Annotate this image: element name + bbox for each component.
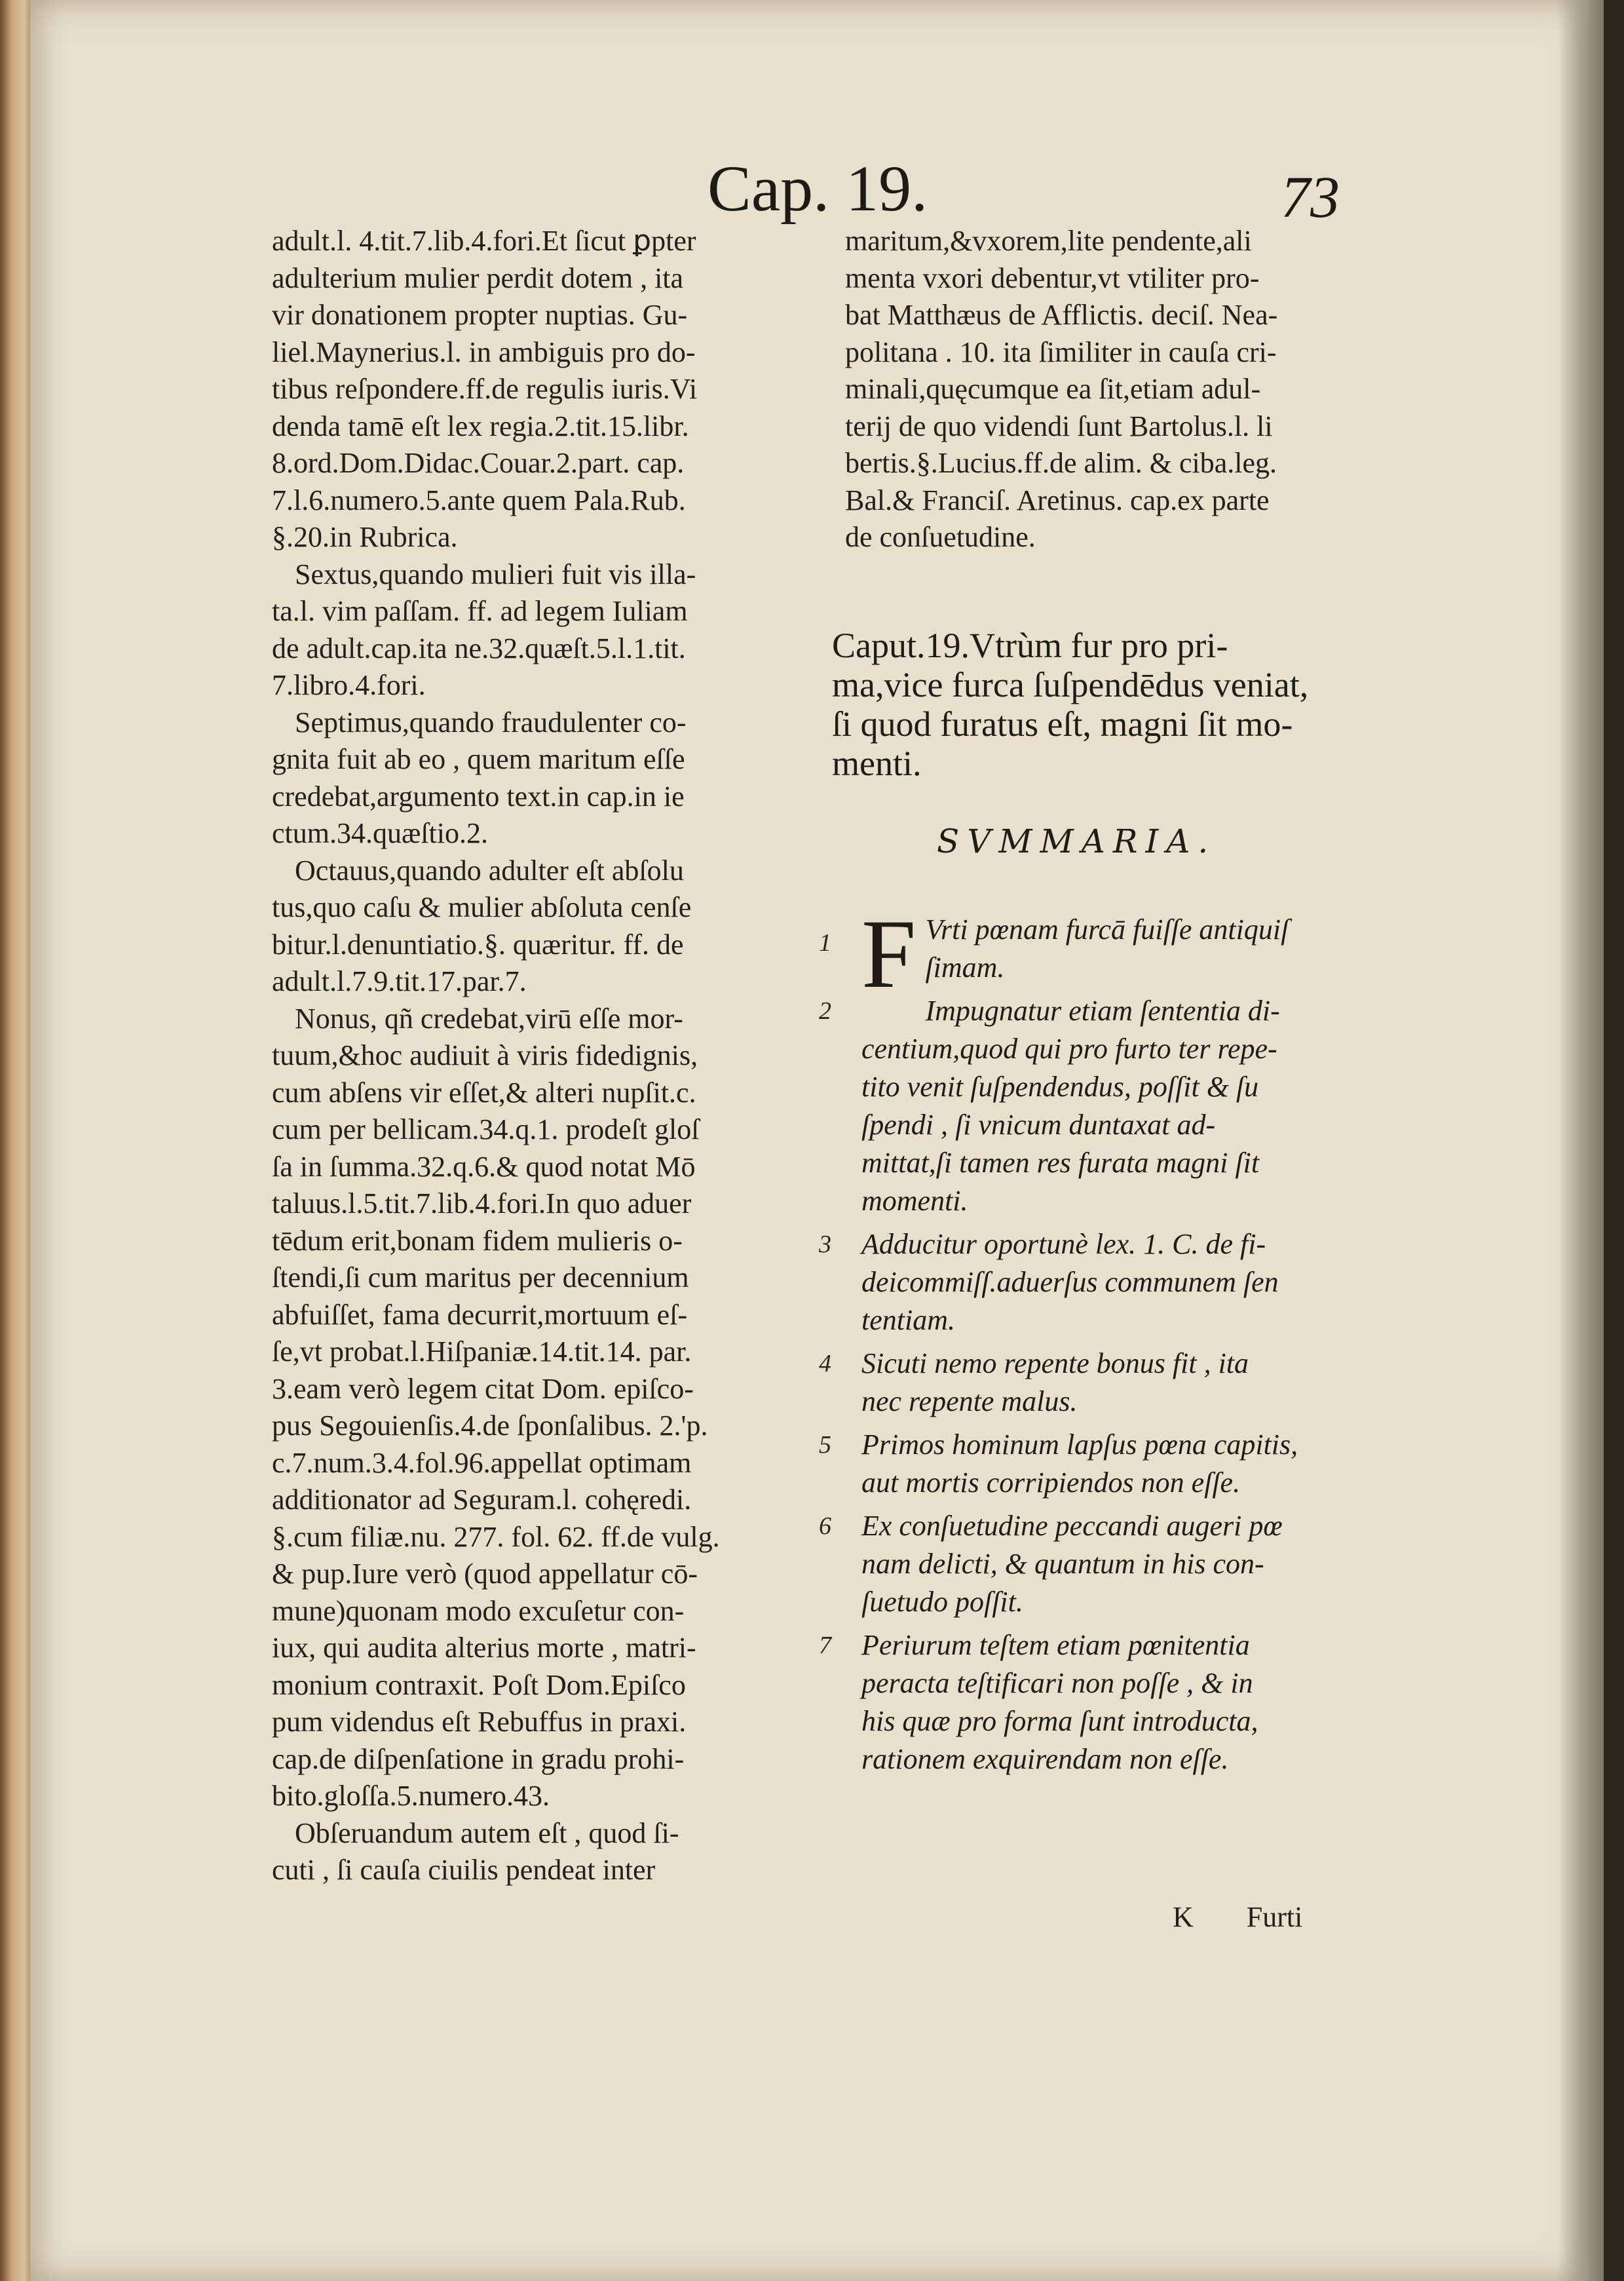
left-column-line: abfuiſſet, fama decurrit,mortuum eſ- — [272, 1298, 688, 1331]
chapter-heading-line: ſi quod furatus eſt, magni ſit mo- — [832, 704, 1293, 744]
summaria-item-number: 1 — [819, 929, 831, 957]
left-column-line: cum per bellicam.34.q.1. prodeſt gloſ — [272, 1113, 700, 1145]
left-column-line: bito.gloſſa.5.numero.43. — [272, 1780, 550, 1812]
left-column-line: & pup.Iure verò (quod appellatur cō- — [272, 1558, 698, 1590]
left-column-line: Octauus,quando adulter eſt abſolu — [295, 854, 684, 887]
summaria-item — [819, 1507, 1363, 1621]
left-column-line: Sextus,quando mulieri fuit vis illa- — [295, 558, 696, 590]
summaria-item-line: aut mortis corripiendos non eſſe. — [861, 1466, 1241, 1499]
summaria-item-line: Ex conſuetudine peccandi augeri pœ — [861, 1510, 1283, 1542]
summaria-item-line: Sicuti nemo repente bonus fit , ita — [861, 1347, 1249, 1379]
drop-cap: F — [861, 900, 916, 1008]
left-column-line: §.20.in Rubrica. — [272, 521, 458, 553]
left-column-line: credebat,argumento text.in cap.in ie — [272, 780, 685, 813]
left-column-line: mune)quonam modo excuſetur con- — [272, 1594, 685, 1627]
left-column-line: tuum,&hoc audiuit à viris fidedignis, — [272, 1039, 698, 1071]
summaria-item-line: Periurum teſtem etiam pœnitentia — [861, 1629, 1250, 1661]
left-column-line: gnita fuit ab eo , quem maritum eſſe — [272, 743, 685, 775]
left-column-line: ta.l. vim paſſam. ff. ad legem Iuliam — [272, 595, 688, 627]
catchword: Furti — [1246, 1901, 1303, 1933]
summaria-item-line: ſuetudo poſſit. — [861, 1586, 1023, 1618]
left-column-line: de adult.cap.ita ne.32.quæſt.5.l.1.tit. — [272, 632, 686, 664]
left-column-line: ſa in ſumma.32.q.6.& quod notat Mō — [272, 1150, 696, 1183]
summaria-item-line: momenti. — [861, 1185, 968, 1217]
left-column-line: tibus reſpondere.ff.de regulis iuris.Vi — [272, 373, 698, 405]
summaria-item-number: 7 — [819, 1632, 831, 1659]
left-column-line: 3.eam verò legem citat Dom. epiſco- — [272, 1372, 694, 1405]
right-column-line: bertis.§.Lucius.ff.de alim. & ciba.leg. — [845, 447, 1277, 479]
summaria-item — [819, 992, 1363, 1220]
page-number: 73 — [1281, 165, 1340, 230]
summaria-item-line: his quæ pro forma ſunt introducta, — [861, 1705, 1258, 1737]
left-column-line: cum abſens vir eſſet,& alteri nupſit.c. — [272, 1076, 696, 1109]
summaria-item-number: 6 — [819, 1512, 831, 1540]
right-column-line: bat Matthæus de Afflictis. deciſ. Nea- — [845, 299, 1278, 331]
summaria-item-line: nam delicti, & quantum in his con- — [861, 1548, 1264, 1580]
summaria-item-line: peracta teſtificari non poſſe , & in — [861, 1667, 1253, 1699]
left-column-line: monium contraxit. Poſt Dom.Epiſco — [272, 1668, 686, 1701]
summaria-item-number: 2 — [819, 997, 831, 1025]
left-column-line: tēdum erit,bonam fidem mulieris o- — [272, 1224, 683, 1257]
left-column-line: 8.ord.Dom.Didac.Couar.2.part. cap. — [272, 447, 685, 479]
summaria-title: SVMMARIA. — [937, 822, 1217, 860]
book-gutter — [0, 0, 30, 2281]
right-column-line: politana . 10. ita ſimiliter in cauſa cri- — [845, 335, 1277, 368]
summaria-item — [819, 900, 1363, 1008]
right-column-line: maritum,&vxorem,lite pendente,ali — [845, 225, 1252, 257]
left-column-line: pus Segouienſis.4.de ſponſalibus. 2.'p. — [272, 1409, 708, 1442]
chapter-heading — [832, 626, 1356, 783]
left-column-line: adult.l. 4.tit.7.lib.4.fori.Et ſicut ꝑpter — [272, 225, 696, 257]
summaria-item — [819, 1626, 1363, 1778]
left-column-line: additionator ad Seguram.l. cohęredi. — [272, 1484, 692, 1516]
left-column-line: bitur.l.denuntiatio.§. quæritur. ff. de — [272, 928, 684, 961]
left-column-line: Nonus, qñ credebat,virū eſſe mor- — [295, 1002, 683, 1035]
summaria-item-number: 5 — [819, 1431, 831, 1459]
left-column-line: cap.de diſpenſatione in gradu prohi- — [272, 1742, 685, 1775]
left-column-line: pum videndus eſt Rebuffus in praxi. — [272, 1706, 687, 1738]
right-column-line: de conſuetudine. — [845, 521, 1036, 553]
right-column-line: Bal.& Franciſ. Aretinus. cap.ex parte — [845, 484, 1270, 516]
left-column-line: ctum.34.quæſtio.2. — [272, 817, 488, 849]
summaria-item-line: Impugnatur etiam ſententia di- — [925, 995, 1280, 1027]
summaria-item-line: Primos hominum lapſus pœna capitis, — [861, 1428, 1298, 1461]
right-column-line: terij de quo videndi ſunt Bartolus.l. li — [845, 410, 1273, 442]
left-column-line: ſe,vt probat.l.Hiſpaniæ.14.tit.14. par. — [272, 1335, 692, 1368]
left-column-line: Obſeruandum autem eſt , quod ſi- — [295, 1816, 679, 1849]
summaria-list — [819, 900, 1363, 1784]
chapter-heading-line: ma,vice furca ſuſpendēdus veniat, — [832, 665, 1309, 704]
summaria-item-line: deicommiſſ.aduerſus communem ſen — [861, 1266, 1279, 1298]
summaria-item-line: centium,quod qui pro furto ter repe- — [861, 1033, 1277, 1065]
left-column-line: Septimus,quando fraudulenter co- — [295, 706, 687, 738]
left-column-line: 7.l.6.numero.5.ante quem Pala.Rub. — [272, 484, 686, 516]
left-column-line: c.7.num.3.4.fol.96.appellat optimam — [272, 1446, 692, 1479]
summaria-item-line: Adducitur oportunè lex. 1. C. de fi- — [861, 1228, 1266, 1260]
summaria-item-line: rationem exquirendam non eſſe. — [861, 1743, 1229, 1775]
summaria-item-number: 3 — [819, 1231, 831, 1258]
signature-mark: K — [1173, 1901, 1194, 1933]
page-fore-edge — [1558, 0, 1604, 2281]
summaria-item — [819, 1426, 1363, 1502]
summaria-item — [819, 1345, 1363, 1421]
left-column-text — [272, 223, 776, 1889]
left-column-line: 7.libro.4.fori. — [272, 669, 426, 701]
summaria-item-line: nec repente malus. — [861, 1385, 1078, 1417]
right-column-line: minali,quęcumque ea ſit,etiam adul- — [845, 373, 1261, 405]
left-column-line: cuti , ſi cauſa ciuilis pendeat inter — [272, 1854, 656, 1886]
right-column-text — [845, 223, 1356, 556]
chapter-heading-line: Caput.19.Vtrùm fur pro pri- — [832, 626, 1228, 665]
left-column-line: §.cum filiæ.nu. 277. fol. 62. ff.de vulg. — [272, 1520, 720, 1553]
summaria-item-line: ſimam. — [925, 951, 1005, 984]
summaria-item — [819, 1225, 1363, 1339]
left-column-line: adult.l.7.9.tit.17.par.7. — [272, 965, 527, 997]
left-column-line: liel.Maynerius.l. in ambiguis pro do- — [272, 335, 696, 368]
summaria-item-line: tentiam. — [861, 1304, 955, 1336]
summaria-item-line: tito venit ſuſpendendus, poſſit & ſu — [861, 1071, 1259, 1103]
left-column-line: adulterium mulier perdit dotem , ita — [272, 261, 684, 294]
summaria-item-line: mittat,ſi tamen res furata magni ſit — [861, 1147, 1260, 1179]
left-column-line: ſtendi,ſi cum maritus per decennium — [272, 1261, 689, 1294]
summaria-item-number: 4 — [819, 1350, 831, 1377]
left-column-line: denda tamē eſt lex regia.2.tit.15.libr. — [272, 410, 689, 442]
left-column-line: tus,quo caſu & mulier abſoluta cenſe — [272, 891, 692, 923]
book-page — [30, 0, 1604, 2281]
left-column-line: vir donationem propter nuptias. Gu- — [272, 299, 688, 331]
summaria-item-line: Vrti pœnam furcā fuiſſe antiquiſ — [925, 913, 1289, 946]
left-column-line: iux, qui audita alterius morte , matri- — [272, 1632, 696, 1664]
catchword-line — [1173, 1900, 1348, 1934]
left-column-line: taluus.l.5.tit.7.lib.4.fori.In quo aduer — [272, 1187, 692, 1219]
running-header: Cap. 19. — [708, 152, 928, 225]
summaria-item-line: ſpendi , ſi vnicum duntaxat ad- — [861, 1109, 1216, 1141]
chapter-heading-line: menti. — [832, 744, 922, 783]
right-column-line: menta vxori debentur,vt vtiliter pro- — [845, 261, 1260, 294]
